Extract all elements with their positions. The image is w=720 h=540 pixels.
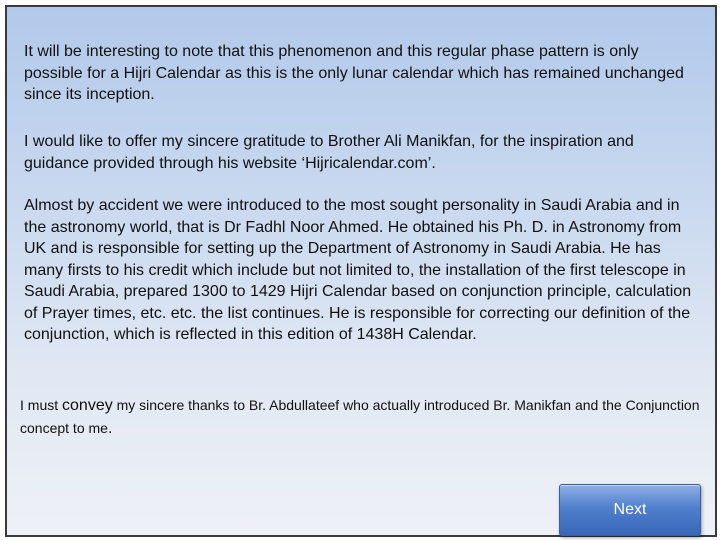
paragraph-gratitude: I would like to offer my sincere gratitude to Brother Ali Manikfan, for the inspiration and guidance provided through his website ‘Hijricalendar.com’.	[24, 133, 634, 172]
paragraph-thanks	[20, 394, 700, 440]
paragraph-phenomenon: It will be interesting to note that this phenomenon and this regular phase pattern is only possible for a Hijri Calendar as this is the only lunar calendar which has remained unchanged since its inception.	[24, 43, 684, 103]
thanks-text-part2: convey	[62, 397, 113, 414]
thanks-text-part3: my sincere thanks to Br. Abdullateef who actually introduced Br. Manikfan and the Conjunction concept to me	[20, 397, 700, 436]
slide	[5, 5, 717, 537]
next-button[interactable]: Next	[559, 484, 701, 536]
thanks-text-part1: I must	[20, 397, 63, 413]
thanks-text-part4: .	[107, 420, 113, 437]
paragraph-dr-fadhl: Almost by accident we were introduced to the most sought personality in Saudi Arabia and in the astronomy world, that is Dr Fadhl Noor Ahmed. He obtained his Ph. D. in Astronomy from UK and is responsible for setting up the Department of Astronomy in Saudi Arabia. He has many firsts to his credit which include but not limited to, the installation of the first telescope in Saudi Arabia, prepared 1300 to 1429 Hijri Calendar based on conjunction principle, calculation of Prayer times, etc. etc. the list continues. He is responsible for correcting our definition of the conjunction, which is reflected in this edition of 1438H Calendar.	[24, 197, 692, 343]
